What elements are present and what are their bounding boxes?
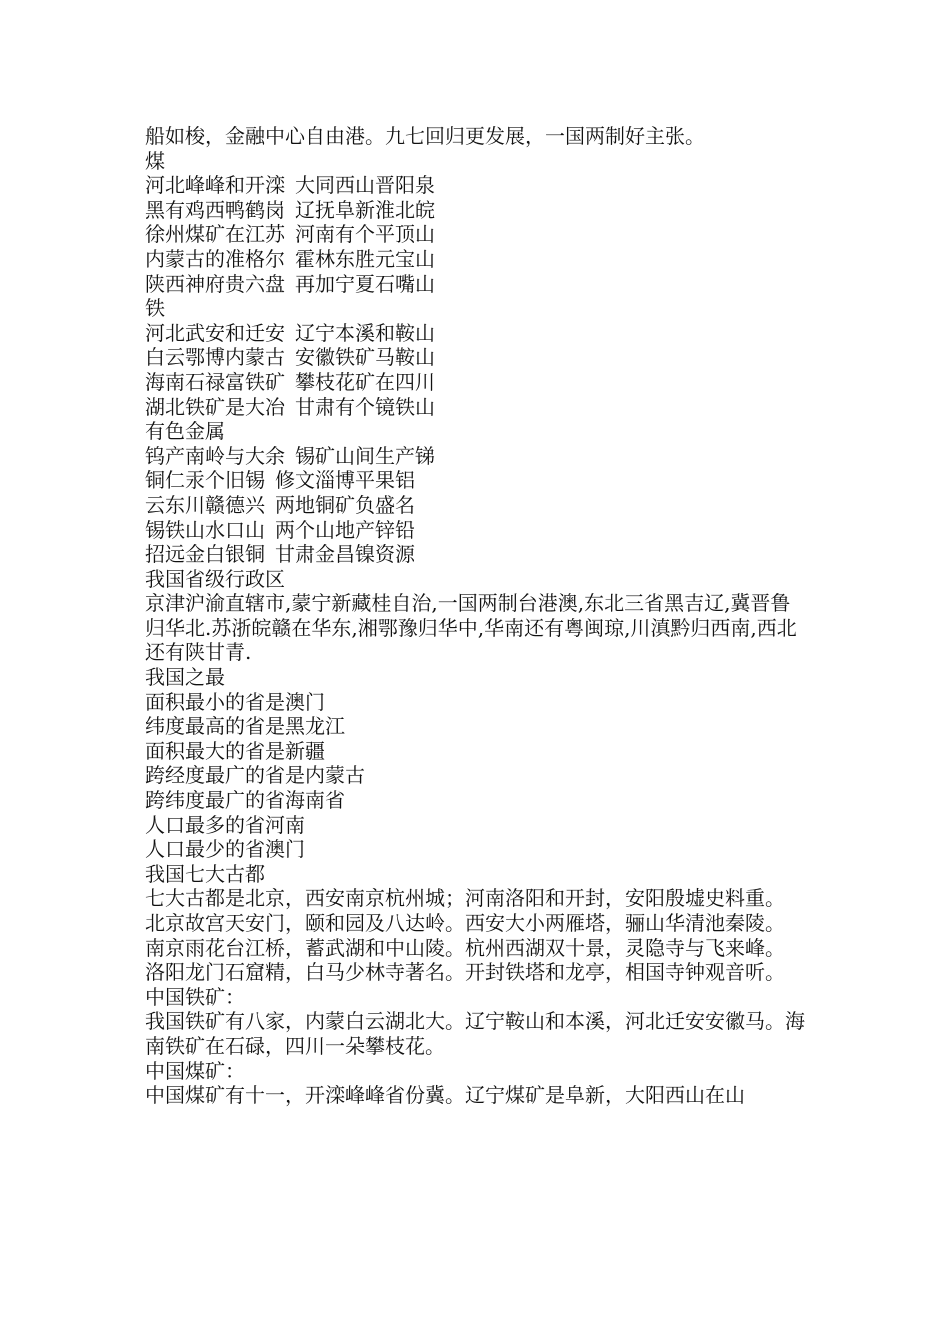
verse-line: [145, 370, 805, 395]
verse-half: 云东川赣德兴: [145, 492, 265, 517]
verse-half: 辽宁本溪和鞍山: [295, 320, 435, 345]
verse-half: 陕西神府贵六盘: [145, 271, 285, 296]
verse-half: 黑有鸡西鸭鹤岗: [145, 197, 285, 222]
verse-half: 再加宁夏石嘴山: [295, 271, 435, 296]
verse-half: 湖北铁矿是大冶: [145, 394, 285, 419]
verse-half: 白云鄂博内蒙古: [145, 345, 285, 370]
section-heading-iron: 铁: [145, 296, 165, 321]
verse-half: 两地铜矿负盛名: [275, 492, 415, 517]
verse-line: [145, 345, 805, 370]
verse-half: 锡铁山水口山: [145, 517, 265, 542]
verse-half: 海南石禄富铁矿: [145, 369, 285, 394]
verse-line: [145, 222, 805, 247]
provinces-paragraph: 京津沪渝直辖市,蒙宁新藏桂自治,一国两制台港澳,东北三省黑吉辽,冀晋鲁归华北.苏浙皖赣在华东,湘鄂豫归华中,华南还有粤闽琼,川滇黔归西南,西北还有陕甘青.: [145, 591, 797, 665]
verse-line: [145, 542, 805, 567]
verse-half: 河南有个平顶山: [295, 222, 435, 247]
document-page: [145, 124, 805, 1108]
section-heading-coal-mines: 中国煤矿：: [145, 1058, 245, 1083]
verse-half: 铜仁汞个旧锡: [145, 468, 265, 493]
verse-line: [145, 444, 805, 469]
capitals-paragraph: 洛阳龙门石窟精，白马少林寺著名。开封铁塔和龙亭，相国寺钟观音听。: [145, 960, 785, 985]
verse-half: 修文淄博平果铝: [275, 468, 415, 493]
verse-line: [145, 272, 805, 297]
list-item: 人口最少的省澳门: [145, 837, 305, 862]
verse-half: 河北武安和迁安: [145, 320, 285, 345]
verse-half: 大同西山晋阳泉: [295, 173, 435, 198]
verse-half: 钨产南岭与大余: [145, 443, 285, 468]
verse-line: [145, 247, 805, 272]
list-item: 面积最大的省是新疆: [145, 738, 325, 763]
section-heading-capitals: 我国七大古都: [145, 861, 265, 886]
section-heading-provinces: 我国省级行政区: [145, 566, 285, 591]
section-heading-iron-mines: 中国铁矿：: [145, 984, 245, 1009]
verse-half: 内蒙古的准格尔: [145, 246, 285, 271]
verse-half: 两个山地产锌铅: [275, 517, 415, 542]
list-item: 面积最小的省是澳门: [145, 689, 325, 714]
verse-line: [145, 493, 805, 518]
capitals-paragraph: 北京故宫天安门，颐和园及八达岭。西安大小两雁塔，骊山华清池秦陵。: [145, 911, 785, 935]
verse-line: [145, 518, 805, 543]
verse-line: [145, 198, 805, 223]
list-item: 跨纬度最广的省海南省: [145, 788, 345, 813]
verse-line: [145, 468, 805, 493]
capitals-paragraph: 南京雨花台江桥，蓄武湖和中山陵。杭州西湖双十景，灵隐寺与飞来峰。: [145, 935, 785, 960]
verse-line: [145, 173, 805, 198]
verse-line: [145, 395, 805, 420]
list-item: 纬度最高的省是黑龙江: [145, 714, 345, 739]
verse-half: 河北峰峰和开滦: [145, 173, 285, 198]
verse-half: 甘肃金昌镍资源: [275, 542, 415, 567]
verse-half: 徐州煤矿在江苏: [145, 222, 285, 247]
verse-half: 霍林东胜元宝山: [295, 246, 435, 271]
intro-line: 船如梭，金融中心自由港。九七回归更发展，一国两制好主张。: [145, 124, 705, 148]
verse-half: 甘肃有个镜铁山: [295, 394, 435, 419]
section-heading-nonferrous: 有色金属: [145, 419, 225, 444]
capitals-paragraph: 七大古都是北京，西安南京杭州城；河南洛阳和开封，安阳殷墟史料重。: [145, 886, 785, 911]
verse-half: 招远金白银铜: [145, 542, 265, 567]
coal-mines-paragraph: 中国煤矿有十一，开滦峰峰省份冀。辽宁煤矿是阜新，大阳西山在山: [145, 1083, 745, 1108]
verse-half: 攀枝花矿在四川: [295, 369, 435, 394]
verse-half: 辽抚阜新淮北皖: [295, 197, 435, 222]
verse-line: [145, 321, 805, 346]
iron-mines-paragraph: 我国铁矿有八家，内蒙白云湖北大。辽宁鞍山和本溪，河北迁安安徽马。海南铁矿在石碌，四川一朵攀枝花。: [145, 1009, 805, 1058]
list-item: 跨经度最广的省是内蒙古: [145, 763, 365, 788]
section-heading-superlatives: 我国之最: [145, 665, 225, 690]
section-heading-coal: 煤: [145, 148, 165, 173]
list-item: 人口最多的省河南: [145, 812, 305, 837]
verse-half: 安徽铁矿马鞍山: [295, 345, 435, 370]
verse-half: 锡矿山间生产锑: [295, 443, 435, 468]
